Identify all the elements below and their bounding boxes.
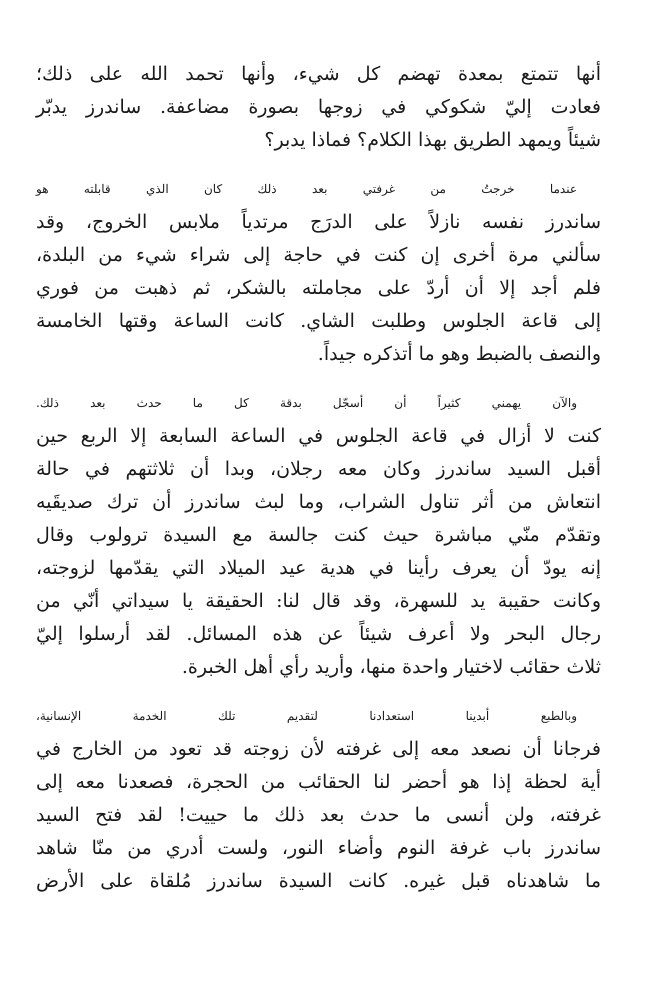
text-line: سألني مرة أخرى إن كنت في حاجة إلى شراء شيء من البلدة، (36, 244, 601, 266)
text-line: كنت لا أزال في قاعة الجلوس في الساعة السابعة إلا الربع حين (36, 425, 601, 447)
text-line: ما شاهدناه قبل غيره. كانت السيدة ساندرز مُلقاة على الأرض (36, 870, 601, 892)
text-line: شيئاً ويمهد الطريق بهذا الكلام؟ فماذا يدبر؟ (264, 129, 601, 151)
text-line: رجال البحر ولا أعرف شيئاً عن هذه المسائل. لقد أرسلوا إليّ (36, 623, 601, 645)
text-line: وكانت حقيبة يد للسهرة، وقد قال لنا: الحقيقة يا سيداتي أنّي من (36, 590, 601, 612)
text-line: إلى قاعة الجلوس وطلبت الشاي. كانت الساعة وقتها الخامسة (36, 310, 601, 332)
paragraph (36, 173, 601, 371)
text-line: ساندرز باب غرفة النوم وأضاء النور، ولست أدري من منّا شاهد (36, 837, 601, 859)
text-line: والنصف بالضبط وهو ما أتذكره جيداً. (317, 343, 601, 365)
text-line: انتعاش من أثر تناول الشراب، وما لبث ساندرز أن ترك صديقَيه (36, 491, 601, 513)
text-line: فعادت إليّ شكوكي في زوجها بصورة مضاعفة. ساندرز يدبّر (36, 96, 601, 118)
paragraph (36, 700, 601, 898)
text-line: ثلاث حقائب لاختيار واحدة منها، وأريد رأي أهل الخبرة. (181, 656, 601, 678)
text-line: أنها تتمتع بمعدة تهضم كل شيء، وأنها تحمد الله على ذلك؛ (36, 63, 601, 85)
paragraph (36, 58, 601, 157)
text-line: إنه يودّ أن يعرف رأينا في هدية عيد الميلاد التي يقدّمها لزوجته، (36, 557, 601, 579)
text-line: أقبل السيد ساندرز وكان معه رجلان، وبدا أن ثلاثتهم في حالة (36, 458, 601, 480)
text-line: فلم أجد إلا أن أردّ على مجاملته بالشكر، ثم ذهبت من فوري (36, 277, 601, 299)
text-line: أية لحظة إذا هو أحضر لنا الحقائب من الحجرة، فصعدنا معه إلى (36, 771, 601, 793)
text-line: فرجانا أن نصعد معه إلى غرفته لأن زوجته قد تعود من الخارج في (36, 738, 601, 760)
text-line: والآن يهمني كثيراً أن أسجّل بدقة كل ما حدث بعد ذلك. (36, 396, 577, 410)
text-line: غرفته، ولن أنسى ما حدث بعد ذلك ما حييت! لقد فتح السيد (36, 804, 601, 826)
text-line: وتقدّم منّي مباشرة حيث كنت جالسة مع السيدة ترولوب وقال (36, 524, 601, 546)
text-line: ساندرز نفسه نازلاً على الدرَج مرتدياً ملابس الخروج، وقد (36, 211, 601, 233)
text-line: عندما خرجتُ من غرفتي بعد ذلك كان الذي قابلته هو (36, 182, 577, 196)
text-line: وبالطبع أبدينا استعدادنا لتقديم تلك الخدمة الإنسانية، (36, 709, 577, 723)
paragraph (36, 387, 601, 684)
